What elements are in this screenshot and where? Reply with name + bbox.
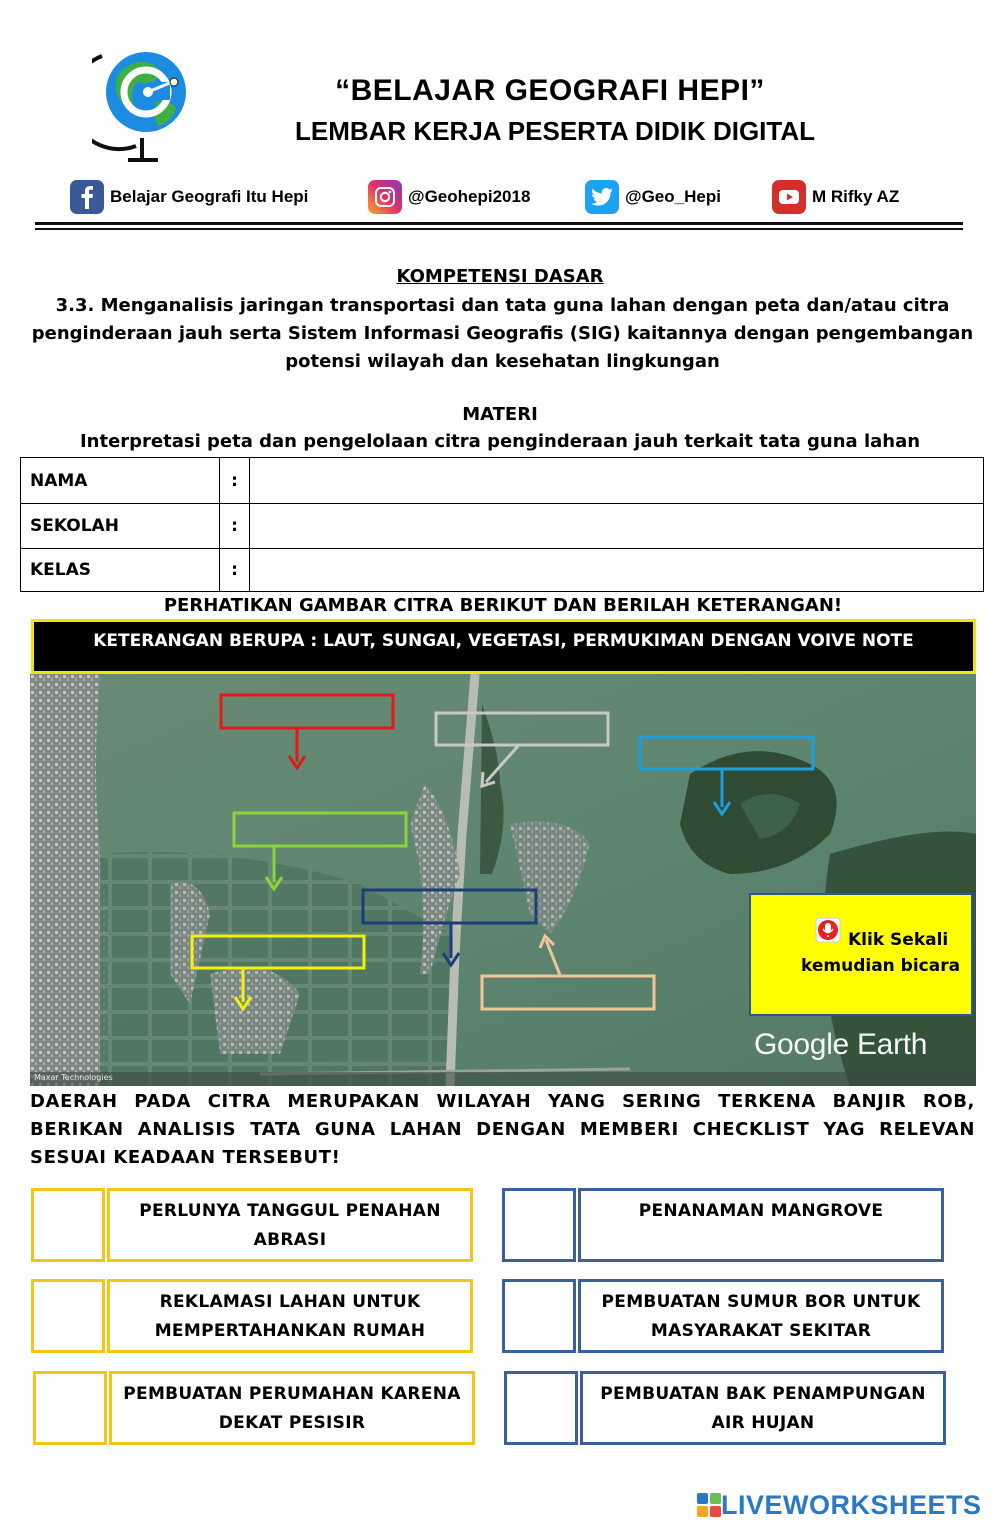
social-facebook (70, 178, 308, 216)
identity-row-kelas (21, 549, 984, 592)
twitter-icon (585, 180, 619, 214)
checkbox-right-3[interactable] (504, 1371, 578, 1445)
liveworksheets-icon (697, 1493, 721, 1517)
youtube-icon (772, 180, 806, 214)
microphone-icon (815, 917, 841, 947)
satellite-image (30, 674, 976, 1086)
social-instagram (368, 178, 530, 216)
voice-note-label-1: Klik Sekali (848, 930, 949, 950)
facebook-label: Belajar Geografi Itu Hepi (110, 187, 309, 206)
option-left-3[interactable]: PEMBUATAN PERUMAHAN KARENA DEKAT PESISIR (109, 1371, 475, 1445)
header-divider (35, 222, 963, 225)
youtube-label: M Rifky AZ (812, 187, 900, 206)
social-twitter (585, 178, 721, 216)
checkbox-right-2[interactable] (502, 1279, 576, 1353)
voice-note-button[interactable] (749, 893, 973, 1016)
identity-row-sekolah (21, 504, 984, 549)
nama-input[interactable] (250, 458, 984, 504)
kd-heading: KOMPETENSI DASAR (396, 266, 604, 287)
image-instruction: PERHATIKAN GAMBAR CITRA BERIKUT DAN BERILAH KETERANGAN! (163, 595, 843, 616)
voice-note-label-2: kemudian bicara (801, 956, 961, 976)
facebook-icon (70, 180, 104, 214)
caption-bar: KETERANGAN BERUPA : LAUT, SUNGAI, VEGETASI, PERMUKIMAN DENGAN VOIVE NOTE (31, 619, 976, 674)
instagram-label: @Geohepi2018 (408, 187, 531, 206)
kelas-label: KELAS (21, 549, 220, 592)
colon: : (220, 549, 250, 592)
sekolah-input[interactable] (250, 504, 984, 549)
identity-row-nama (21, 458, 984, 504)
option-right-2[interactable]: PEMBUATAN SUMUR BOR UNTUK MASYARAKAT SEKITAR (578, 1279, 944, 1353)
option-left-1[interactable]: PERLUNYA TANGGUL PENAHAN ABRASI (107, 1188, 473, 1262)
kd-text: 3.3. Menganalisis jaringan transportasi dan tata guna lahan dengan peta dan/atau citra penginderaan jauh serta Sistem Informasi Geografis (SIG) kaitannya dengan pengembangan potensi wilayah dan kesehatan lingkungan (31, 295, 974, 372)
header-divider-thin (35, 228, 963, 230)
option-left-2[interactable]: REKLAMASI LAHAN UNTUK MEMPERTAHANKAN RUMAH (107, 1279, 473, 1353)
worksheet-title: “BELAJAR GEOGRAFI HEPI” (335, 74, 765, 107)
social-youtube (772, 178, 899, 216)
image-credit: Maxar Technologies (34, 1073, 113, 1082)
liveworksheets-label: LIVEWORKSHEETS (721, 1489, 982, 1520)
checkbox-left-3[interactable] (33, 1371, 107, 1445)
checkbox-left-2[interactable] (31, 1279, 105, 1353)
question-text: DAERAH PADA CITRA MERUPAKAN WILAYAH YANG SERING TERKENA BANJIR ROB, BERIKAN ANALISIS TATA GUNA LAHAN DENGAN MEMBERI CHECKLIST YAG RELEVAN SESUAI KEADAAN TERSEBUT! (30, 1091, 975, 1168)
google-earth-watermark: Google Earth (754, 1028, 928, 1061)
sekolah-label: SEKOLAH (21, 504, 220, 549)
identity-table (20, 457, 984, 592)
checkbox-left-1[interactable] (31, 1188, 105, 1262)
option-right-3[interactable]: PEMBUATAN BAK PENAMPUNGAN AIR HUJAN (580, 1371, 946, 1445)
nama-label: NAMA (21, 458, 220, 504)
colon: : (220, 504, 250, 549)
materi-heading: MATERI (462, 404, 538, 425)
option-right-1[interactable]: PENANAMAN MANGROVE (578, 1188, 944, 1262)
kelas-input[interactable] (250, 549, 984, 592)
liveworksheets-logo[interactable] (697, 1490, 982, 1520)
globe-logo-icon (92, 42, 192, 166)
materi-text: Interpretasi peta dan pengelolaan citra penginderaan jauh terkait tata guna lahan (79, 431, 921, 452)
colon: : (220, 458, 250, 504)
checkbox-right-1[interactable] (502, 1188, 576, 1262)
twitter-label: @Geo_Hepi (625, 187, 721, 206)
worksheet-subtitle: LEMBAR KERJA PESERTA DIDIK DIGITAL (294, 116, 815, 146)
instagram-icon (368, 180, 402, 214)
